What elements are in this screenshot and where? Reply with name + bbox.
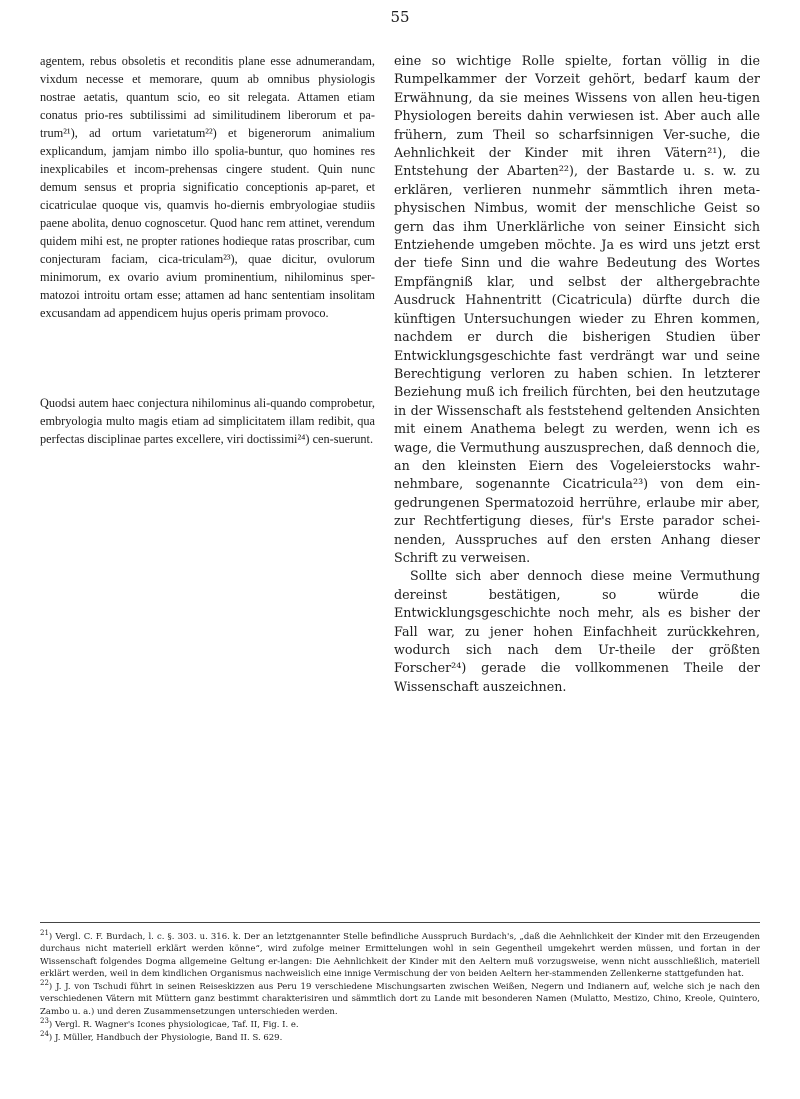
footnotes <box>40 922 760 1046</box>
footnote-text: Vergl. C. F. Burdach, l. c. §. 303. u. 316. k. Der an letztgenannter Stelle befindliche Ausspruch Burdach's, „daß die Aehnlichkeit der Kinder mit den Erzeugenden durchaus nicht materiell erklärt werden könne“, wird zufolge meiner Ermittelungen wohl in sein Gegentheil umgekehrt werden müssen, und fortan in der Wissenschaft folgendes Dogma allgemeine Geltung er-langen: Die Aehnlichkeit der Kinder mit den Aeltern muß vorzugsweise, wenn nicht ausschließlich, materiell erklärt werden, weil in dem kindlichen Organismus nachweislich eine innige Vermischung der von beiden Aeltern her-stammenden Zellenkerne stattgefunden hat. <box>40 932 760 979</box>
latin-paragraph-1: agentem, rebus obsoletis et reconditis plane esse adnumerandam, vixdum necesse et memorare, quum ab omnibus physiologis nostrae aetatis, quantum scio, eo sit relegata. Attamen etiam conatus prio-res subtilissimi ad similitudinem liberorum et pa-trum²¹), ad ortum varietatum²²) et bigenerorum animalium explicandum, jamjam nimbo illo spolia-buntur, quo homines res inexplicabiles et incom-prehensas cingere student. Quin nunc demum sensus et propria significatio conceptionis ap-paret, et cicatriculae quoque vis, quamvis ho-diernis embryologiae studiis paene abolita, denuo cognoscetur. Quod hanc rem attinet, verendum quidem mihi est, ne propter rationes hodieque ratas proscribar, cum conjecturam faciam, cica-triculam²³), quae dicitur, ovulorum minimorum, ex ovario avium prominentium, nihilominus sper-matozoi introitu ortam esse; attamen ad hanc sententiam insolitam excusandam ad appendicem hujus operis primam provoco. <box>40 54 375 320</box>
german-paragraph-2: Sollte sich aber dennoch diese meine Vermuthung dereinst bestätigen, so würde die Entwicklungsgeschichte noch mehr, als es bisher der Fall war, zu jener hohen Einfachheit zurückkehren, wodurch sich nach dem Ur-theile der größten Forscher²⁴) gerade die vollkommenen Theile der Wissenschaft auszeichnen. <box>394 568 760 694</box>
footnote: $^{21}$) Vergl. C. F. Burdach, l. c. §. 303. u. 316. k. Der an letztgenannter Stelle befindliche Ausspruch Burdach's, „daß die Aehnlichkeit der Kinder mit den Erzeugenden durchaus nicht materiell erklärt werden könne“, wird zufolge meiner Ermittelungen wohl in sein Gegentheil umgekehrt werden müssen, und fortan in der Wissenschaft folgendes Dogma allgemeine Geltung er-langen: Die Aehnlichkeit der Kinder mit den Aeltern muß vorzugsweise, wenn nicht ausschließlich, materiell erklärt werden, weil in dem kindlichen Organismus nachweislich eine innige Vermischung der von beiden Aeltern her-stammenden Zellenkerne stattgefunden hat. <box>40 929 760 979</box>
footnote-text: J. Müller, Handbuch der Physiologie, Band II. S. 629. <box>54 1033 283 1044</box>
page-number: 55 <box>390 8 410 26</box>
latin-column <box>40 52 375 448</box>
footnote-text: J. J. von Tschudi führt in seinen Reiseskizzen aus Peru 19 verschiedene Mischungsarten zwischen Weißen, Negern und Indianern auf, welche sich je nach den verschiedenen Vätern mit Müttern ganz bestimmt charakterisiren und sämmtlich dort zu Lande mit besonderen Namen (Mulatto, Mestizo, Chino, Kreole, Quintero, Zambo u. a.) und deren Zusammensetzungen unterschieden werden. <box>40 982 760 1017</box>
footnote: $^{22}$) J. J. von Tschudi führt in seinen Reiseskizzen aus Peru 19 verschiedene Mischungsarten zwischen Weißen, Negern und Indianern auf, welche sich je nach den verschiedenen Vätern mit Müttern ganz bestimmt charakterisiren und sämmtlich dort zu Lande mit besonderen Namen (Mulatto, Mestizo, Chino, Kreole, Quintero, Zambo u. a.) und deren Zusammensetzungen unterschieden werden. <box>40 979 760 1017</box>
footnote: $^{23}$) Vergl. R. Wagner's Icones physiologicae, Taf. II, Fig. I. e. <box>40 1017 299 1031</box>
footnote-number: 23 <box>40 1017 49 1026</box>
footnote-number: 21 <box>40 929 49 938</box>
german-column <box>394 52 760 696</box>
footnote: $^{24}$) J. Müller, Handbuch der Physiologie, Band II. S. 629. <box>40 1030 283 1044</box>
german-paragraph-1: eine so wichtige Rolle spielte, fortan völlig in die Rumpelkammer der Vorzeit gehört, bedarf kaum der Erwähnung, da sie meines Wissens von allen heu-tigen Physiologen bereits dahin verwiesen ist. Aber auch alle frühern, zum Theil so scharfsinnigen Ver-suche, die Aehnlichkeit der Kinder mit ihren Vätern²¹), die Entstehung der Abarten²²), der Bastarde u. s. w. zu erklären, verlieren nunmehr sämmtlich ihren meta-physischen Nimbus, womit der menschliche Geist so gern das ihm Unerklärliche von seiner Einsicht sich Entziehende umgeben möchte. Ja es wird uns jetzt erst der tiefe Sinn und die wahre Bedeutung des Wortes Empfängniß klar, und selbst der althergebrachte Ausdruck Hahnentritt (Cicatricula) dürfte durch die künftigen Untersuchungen wieder zu Ehren kommen, nachdem er durch die bisherigen Studien über Entwicklungsgeschichte fast verdrängt war und seine Berechtigung verloren zu haben schien. In letzterer Beziehung muß ich freilich fürchten, bei den heutzutage in der Wissenschaft als feststehend geltenden Ansichten mit einem Anathema belegt zu werden, wenn ich es wage, die Vermuthung auszusprechen, daß dennoch die, an den kleinsten Eiern des Vogeleierstocks wahr-nehmbare, sogenannte Cicatricula²³) von dem ein-gedrungenen Spermatozoid herrühre, erlaube mir aber, zur Rechtfertigung dieses, für's Erste parador schei-nenden, Ausspruches auf den ersten Anhang dieser Schrift zu verweisen. <box>394 53 760 565</box>
footnote-number: 22 <box>40 979 49 988</box>
latin-paragraph-2: Quodsi autem haec conjectura nihilominus ali-quando comprobetur, embryologia multo magis etiam ad simplicitatem illam redibit, qua perfectas disciplinae partes excellere, viri doctissimi²⁴) cen-suerunt. <box>40 396 375 446</box>
footnote-number: 24 <box>40 1030 49 1039</box>
footnote-text: Vergl. R. Wagner's Icones physiologicae, Taf. II, Fig. I. e. <box>54 1020 299 1031</box>
